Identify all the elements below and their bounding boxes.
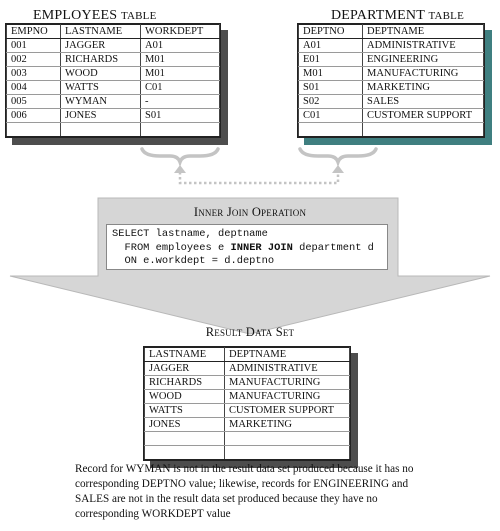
department-table-title: DEPARTMENT TABLE (331, 8, 464, 23)
employees-table-row (7, 123, 220, 137)
department-table-cell (299, 123, 363, 137)
employees-table-cell (7, 123, 61, 137)
employees-table-cell: 001 (7, 39, 61, 53)
result-table-cell: JONES (145, 418, 225, 432)
department-table-cell: MARKETING (363, 81, 484, 95)
employees-table-cell: 002 (7, 53, 61, 67)
department-table-cell: E01 (299, 53, 363, 67)
join-link-arrowhead-right (332, 165, 344, 173)
department-table-row (299, 39, 484, 53)
department-table-row (299, 67, 484, 81)
result-table-cell: MANUFACTURING (225, 376, 350, 390)
employees-table-cell: WYMAN (61, 95, 141, 109)
inner-join-keyword: INNER JOIN (230, 241, 293, 254)
operation-title: Inner Join Operation (193, 205, 307, 219)
employees-table-row (7, 109, 220, 123)
result-table-row (145, 390, 350, 404)
department-table (297, 23, 485, 138)
result-table-cell (145, 446, 225, 460)
result-table-row (145, 376, 350, 390)
employees-table-cell: 003 (7, 67, 61, 81)
department-table-cell: S02 (299, 95, 363, 109)
employees-table-cell: 004 (7, 81, 61, 95)
department-table-cell (363, 123, 484, 137)
explanation-note: Record for WYMAN is not in the result data set produced because it has no corresponding DEPTNO value; likewise, records for ENGINEERING and SALES are not in the result data set produced because they have no corresponding WORKDEPT value (75, 463, 414, 520)
result-table-cell: CUSTOMER SUPPORT (225, 404, 350, 418)
result-column-header: DEPTNAME (225, 348, 350, 362)
department-table-cell: MANUFACTURING (363, 67, 484, 81)
employees-table-cell: 005 (7, 95, 61, 109)
department-table-cell: CUSTOMER SUPPORT (363, 109, 484, 123)
department-table-cell: ADMINISTRATIVE (363, 39, 484, 53)
result-table-cell: RICHARDS (145, 376, 225, 390)
sql-statement: SELECT lastname, deptname FROM employees e INNER JOIN department d ON e.workdept = d.deptno (112, 228, 374, 267)
employees-table-row (7, 53, 220, 67)
employees-table-row (7, 67, 220, 81)
department-table-cell: S01 (299, 81, 363, 95)
department-column-header: DEPTNO (299, 25, 363, 39)
department-table-row (299, 81, 484, 95)
department-table-row (299, 123, 484, 137)
result-table-row (145, 404, 350, 418)
result-column-header: LASTNAME (145, 348, 225, 362)
employees-table (5, 23, 221, 138)
result-table-row (145, 362, 350, 376)
employees-column-header: WORKDEPT (141, 25, 220, 39)
result-table (143, 346, 351, 461)
right-brace-connector (300, 149, 376, 162)
employees-table-title: EMPLOYEES TABLE (33, 8, 157, 23)
left-brace-connector (142, 149, 218, 162)
employees-table-cell: C01 (141, 81, 220, 95)
employees-table-row (7, 39, 220, 53)
employees-table-cell: M01 (141, 53, 220, 67)
employees-table-cell: 006 (7, 109, 61, 123)
department-table-row (299, 95, 484, 109)
department-table-cell: A01 (299, 39, 363, 53)
employees-table-cell: WATTS (61, 81, 141, 95)
result-table-cell: WATTS (145, 404, 225, 418)
result-table-cell: MANUFACTURING (225, 390, 350, 404)
employees-table-cell: WOOD (61, 67, 141, 81)
employees-table-cell (61, 123, 141, 137)
employees-table-cell: RICHARDS (61, 53, 141, 67)
result-table-cell: ADMINISTRATIVE (225, 362, 350, 376)
employees-table-row (7, 81, 220, 95)
result-table-cell: WOOD (145, 390, 225, 404)
department-column-header: DEPTNAME (363, 25, 484, 39)
result-table-cell: MARKETING (225, 418, 350, 432)
employees-table-row (7, 95, 220, 109)
result-table-cell (145, 432, 225, 446)
department-table-row (299, 109, 484, 123)
employees-table-cell: M01 (141, 67, 220, 81)
result-table-cell (225, 446, 350, 460)
department-table-cell: C01 (299, 109, 363, 123)
sql-statement-box (106, 224, 388, 270)
result-title: Result Data Set (205, 325, 295, 339)
result-table-cell (225, 432, 350, 446)
result-table-cell: JAGGER (145, 362, 225, 376)
join-link-arrowhead-left (174, 165, 186, 173)
result-table-row (145, 432, 350, 446)
department-table-cell: SALES (363, 95, 484, 109)
join-link-dotted (180, 172, 338, 183)
department-table-cell: M01 (299, 67, 363, 81)
employees-table-cell: A01 (141, 39, 220, 53)
result-table-row (145, 418, 350, 432)
result-table-row (145, 446, 350, 460)
employees-column-header: LASTNAME (61, 25, 141, 39)
employees-column-header: EMPNO (7, 25, 61, 39)
employees-table-cell: - (141, 95, 220, 109)
employees-table-cell: JONES (61, 109, 141, 123)
employees-table-cell: JAGGER (61, 39, 141, 53)
employees-table-cell: S01 (141, 109, 220, 123)
employees-table-cell (141, 123, 220, 137)
department-table-cell: ENGINEERING (363, 53, 484, 67)
department-table-row (299, 53, 484, 67)
